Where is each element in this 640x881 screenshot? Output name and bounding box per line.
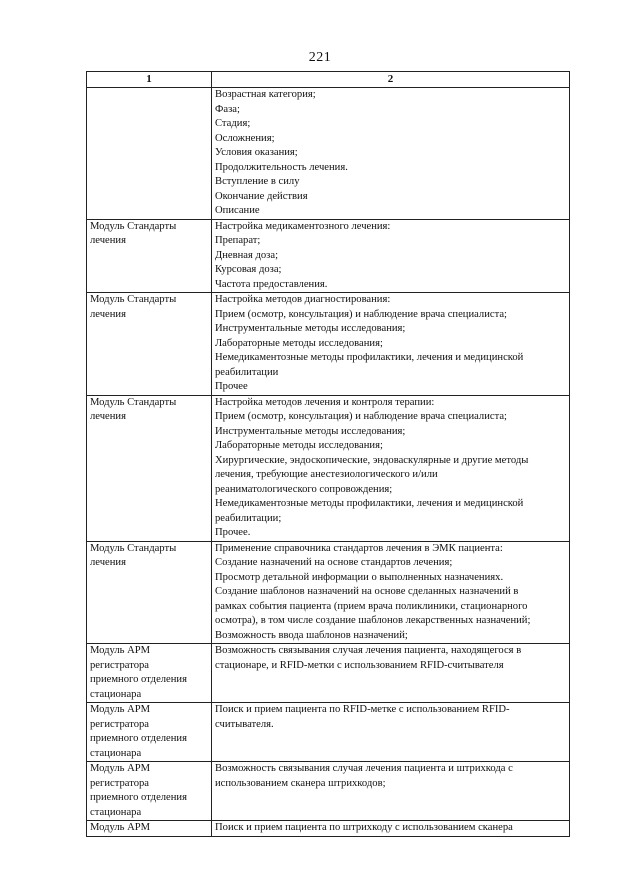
column-header-1: 1	[87, 72, 212, 88]
description-line: Возрастная категория;	[215, 89, 316, 100]
description-line: Описание	[215, 205, 260, 216]
table-row	[87, 541, 570, 644]
description-line: лечения, требующие анестезиологического и/или	[215, 469, 438, 480]
page-number: 221	[308, 50, 332, 65]
table-row	[87, 219, 570, 293]
description-line: Возможность ввода шаблонов назначений;	[215, 629, 408, 641]
description-line: Инструментальные методы исследования;	[215, 425, 406, 437]
module-name-line: приемного отделения	[90, 674, 187, 685]
description-line: Хирургические, эндоскопические, эндоваскулярные и другие методы	[215, 454, 529, 466]
description-line: реаниматологического сопровождения;	[215, 483, 393, 495]
module-name-line: Модуль Стандарты	[90, 220, 177, 232]
description-line: Продолжительность лечения.	[215, 161, 348, 173]
description-cell	[212, 821, 570, 837]
description-line: рамках события пациента (прием врача поликлиники, стационарного	[215, 600, 528, 612]
description-line: Лабораторные методы исследования;	[215, 440, 383, 451]
module-name-line: лечения	[90, 235, 126, 246]
module-name-line: регистратора	[90, 718, 149, 730]
description-line: Возможность связывания случая лечения пациента, находящегося в	[215, 645, 522, 656]
table-row	[87, 88, 570, 220]
description-line: Частота предоставления.	[215, 278, 328, 290]
module-name-line: Модуль АРМ	[90, 645, 151, 656]
module-name-line: лечения	[90, 411, 126, 422]
description-line: Лабораторные методы исследования;	[215, 337, 383, 349]
module-name-line: Модуль Стандарты	[90, 542, 177, 554]
description-line: Просмотр детальной информации о выполненных назначениях.	[215, 571, 504, 583]
module-cell	[87, 821, 212, 837]
description-line: Немедикаментозные методы профилактики, лечения и медицинской	[215, 352, 524, 363]
description-cell	[212, 395, 570, 541]
module-name-line: лечения	[90, 308, 126, 320]
module-cell	[87, 293, 212, 396]
description-line: Создание назначений на основе стандартов лечения;	[215, 557, 453, 568]
description-line: Поиск и прием пациента по штрихкоду с использованием сканера	[215, 822, 513, 833]
module-cell	[87, 703, 212, 762]
description-line: Препарат;	[215, 235, 261, 246]
description-cell	[212, 703, 570, 762]
description-line: Настройка методов диагностирования:	[215, 294, 391, 305]
module-name-line: Модуль Стандарты	[90, 294, 177, 305]
module-name-line: Модуль АРМ	[90, 822, 151, 833]
table-header-row	[87, 72, 570, 88]
description-line: Создание шаблонов назначений на основе сделанных назначений в	[215, 586, 519, 597]
module-name-line: стационара	[90, 688, 142, 700]
table-body	[87, 88, 570, 837]
description-line: Курсовая доза;	[215, 264, 282, 275]
table-row	[87, 703, 570, 762]
description-line: Прием (осмотр, консультация) и наблюдение врача специалиста;	[215, 308, 507, 320]
module-name-line: лечения	[90, 557, 126, 568]
description-line: Дневная доза;	[215, 249, 279, 261]
description-cell	[212, 541, 570, 644]
module-name-line: регистратора	[90, 659, 149, 671]
description-line: Окончание действия	[215, 190, 308, 202]
description-line: реабилитации;	[215, 512, 282, 524]
description-line: Немедикаментозные методы профилактики, лечения и медицинской	[215, 498, 524, 509]
table-row	[87, 293, 570, 396]
description-line: использованием сканера штрихкодов;	[215, 777, 386, 789]
table-row	[87, 762, 570, 821]
description-line: Поиск и прием пациента по RFID-метке с использованием RFID-	[215, 704, 510, 715]
module-name-line: Модуль АРМ	[90, 704, 151, 715]
module-cell	[87, 541, 212, 644]
module-name-line: Модуль Стандарты	[90, 396, 177, 408]
description-line: Применение справочника стандартов лечения в ЭМК пациента:	[215, 542, 503, 554]
description-line: Условия оказания;	[215, 147, 298, 158]
module-name-line: стационара	[90, 747, 142, 759]
description-line: Прием (осмотр, консультация) и наблюдение врача специалиста;	[215, 411, 507, 422]
description-line: Прочее	[215, 381, 248, 392]
column-header-2: 2	[212, 72, 570, 88]
description-line: Настройка медикаментозного лечения:	[215, 220, 391, 232]
description-line: Прочее.	[215, 527, 251, 538]
module-name-line: приемного отделения	[90, 733, 187, 744]
module-name-line: стационара	[90, 806, 142, 818]
module-name-line: Модуль АРМ	[90, 763, 151, 774]
table-row	[87, 644, 570, 703]
description-line: Стадия;	[215, 118, 251, 129]
description-line: Фаза;	[215, 103, 240, 115]
description-line: стационаре, и RFID-метки с использованием RFID-считывателя	[215, 659, 504, 671]
description-line: осмотра), в том числе создание шаблонов лекарственных назначений;	[215, 615, 531, 626]
description-line: Настройка методов лечения и контроля терапии:	[215, 396, 435, 408]
description-cell	[212, 644, 570, 703]
module-name-line: регистратора	[90, 777, 149, 789]
table-row	[87, 395, 570, 541]
description-cell	[212, 88, 570, 220]
module-name-line: приемного отделения	[90, 792, 187, 803]
module-cell	[87, 762, 212, 821]
module-cell	[87, 395, 212, 541]
description-line: Возможность связывания случая лечения пациента и штрихкода с	[215, 763, 513, 774]
description-line: реабилитации	[215, 366, 279, 378]
description-line: Осложнения;	[215, 132, 275, 144]
description-cell	[212, 219, 570, 293]
module-cell	[87, 219, 212, 293]
requirements-table	[86, 71, 570, 837]
module-cell	[87, 88, 212, 220]
description-line: считывателя.	[215, 718, 274, 730]
description-cell	[212, 293, 570, 396]
module-cell	[87, 644, 212, 703]
description-cell	[212, 762, 570, 821]
description-line: Вступление в силу	[215, 176, 300, 187]
table-row	[87, 821, 570, 837]
description-line: Инструментальные методы исследования;	[215, 323, 406, 334]
